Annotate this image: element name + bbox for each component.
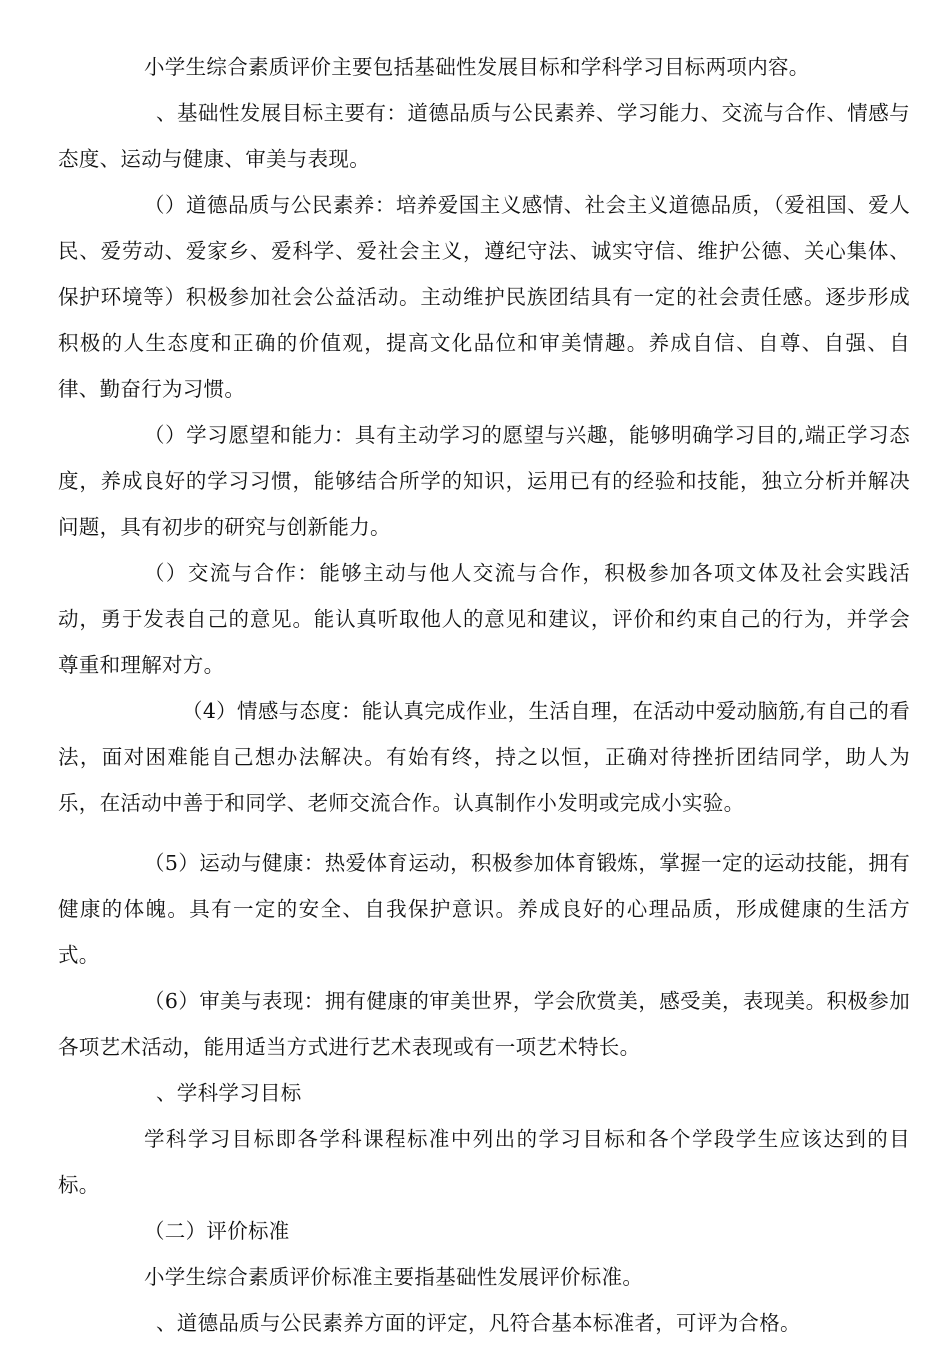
paragraph-evaluation-criteria: 小学生综合素质评价标准主要指基础性发展评价标准。 bbox=[144, 1265, 644, 1289]
heading-evaluation-criteria: （二）评价标准 bbox=[144, 1219, 290, 1243]
paragraph-basic-goals: 、基础性发展目标主要有：道德品质与公民素养、学习能力、交流与合作、情感与态度、运动与健康、审美与表现。 bbox=[58, 101, 910, 171]
paragraph-communication: （）交流与合作：能够主动与他人交流与合作，积极参加各项文体及社会实践活动，勇于发表自己的意见。能认真听取他人的意见和建议，评价和约束自己的行为，并学会尊重和理解对方。 bbox=[58, 561, 910, 677]
paragraph-emotion-attitude: （4）情感与态度：能认真完成作业，生活自理，在活动中爱动脑筋,有自己的看法，面对困难能自己想办法解决。有始有终，持之以恒，正确对待挫折团结同学，助人为乐，在活动中善于和同学、老师交流合作。认真制作小发明或完成小实验。 bbox=[58, 699, 910, 815]
paragraph-learning-ability: （）学习愿望和能力：具有主动学习的愿望与兴趣，能够明确学习目的,端正学习态度，养成良好的学习习惯，能够结合所学的知识，运用已有的经验和技能，独立分析并解决问题，具有初步的研究与创新能力。 bbox=[58, 423, 910, 539]
paragraph-aesthetics: （6）审美与表现：拥有健康的审美世界，学会欣赏美，感受美，表现美。积极参加各项艺术活动，能用适当方式进行艺术表现或有一项艺术特长。 bbox=[58, 989, 910, 1059]
paragraph-intro: 小学生综合素质评价主要包括基础性发展目标和学科学习目标两项内容。 bbox=[144, 55, 810, 79]
paragraph-subject-goals: 学科学习目标即各学科课程标准中列出的学习目标和各个学段学生应该达到的目标。 bbox=[58, 1127, 910, 1197]
paragraph-moral-evaluation: 、道德品质与公民素养方面的评定，凡符合基本标准者，可评为合格。 bbox=[156, 1311, 801, 1335]
paragraph-sports-health: （5）运动与健康：热爱体育运动，积极参加体育锻炼，掌握一定的运动技能，拥有健康的体魄。具有一定的安全、自我保护意识。养成良好的心理品质，形成健康的生活方式。 bbox=[58, 851, 910, 967]
document-body bbox=[58, 44, 910, 1346]
paragraph-moral-quality: （）道德品质与公民素养：培养爱国主义感情、社会主义道德品质，（爱祖国、爱人民、爱劳动、爱家乡、爱科学、爱社会主义，遵纪守法、诚实守信、维护公德、关心集体、保护环境等）积极参加社会公益活动。主动维护民族团结具有一定的社会责任感。逐步形成积极的人生态度和正确的价值观，提高文化品位和审美情趣。养成自信、自尊、自强、自律、勤奋行为习惯。 bbox=[58, 193, 910, 401]
heading-subject-goals: 、学科学习目标 bbox=[156, 1081, 302, 1105]
